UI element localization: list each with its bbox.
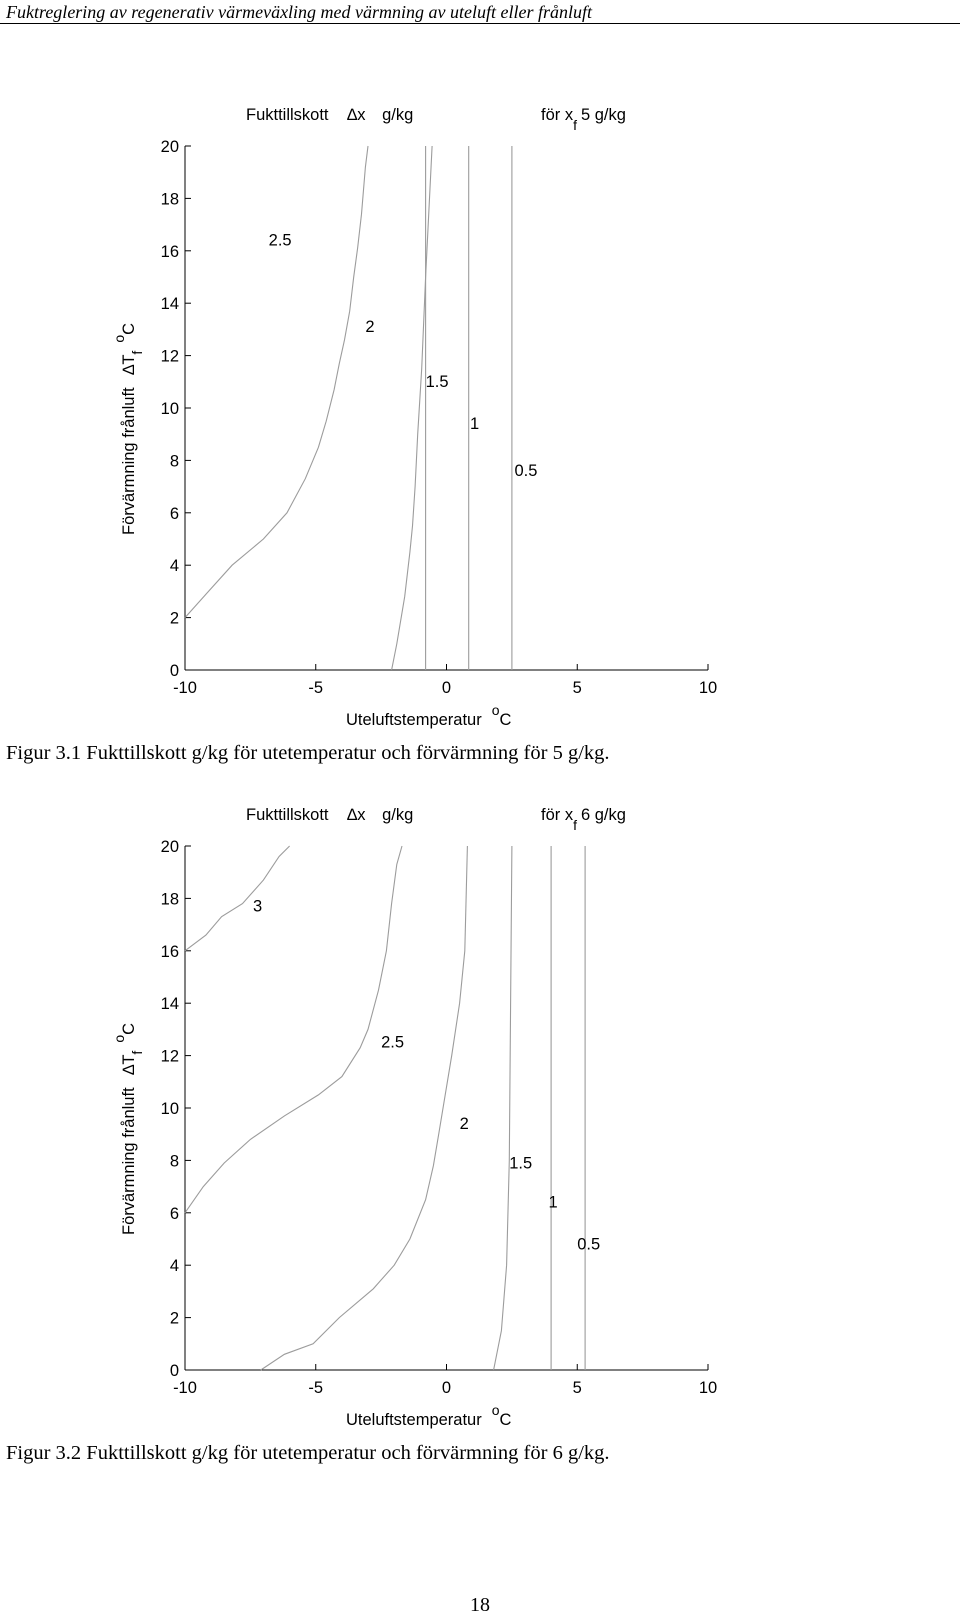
x-tick-label: -5 xyxy=(308,1379,324,1397)
y-tick-label: 0 xyxy=(169,662,179,680)
x-tick-label: 0 xyxy=(441,679,452,697)
curve-label-group xyxy=(269,232,538,481)
chart-title-right: för $x_f5$ g/kg xyxy=(541,106,626,133)
y-axis-label: Förvärmning frånluft $\Delta T_f^oC$ xyxy=(111,322,145,535)
figure-3-1 xyxy=(0,95,960,855)
y-tick-label: 20 xyxy=(160,138,179,156)
y-tick-label: 4 xyxy=(169,1257,179,1276)
y-tick-label: 6 xyxy=(169,504,179,523)
contour-label: 1.5 xyxy=(509,1154,533,1173)
contour-line-3 xyxy=(185,846,290,951)
y-tick-label: 4 xyxy=(169,557,179,576)
y-tick-label: 14 xyxy=(160,295,179,314)
contour-line-2-5 xyxy=(185,146,368,618)
running-header: Fuktreglering av regenerativ värmeväxling med värmning av uteluft eller frånluft xyxy=(6,2,593,22)
contour-label: 1 xyxy=(548,1193,558,1212)
x-tick-label: 10 xyxy=(698,679,718,697)
figure-3-2 xyxy=(0,795,960,1555)
y-tick-label: 0 xyxy=(169,1362,179,1380)
figure-caption: Figur 3.1 Fukttillskott g/kg för utetemperatur och förvärmning för 5 g/kg. xyxy=(6,742,610,764)
contour-label: 1 xyxy=(470,414,480,433)
y-axis-label: Förvärmning frånluft $\Delta T_f^oC$ xyxy=(111,1022,145,1235)
y-tick-label: 8 xyxy=(169,452,179,471)
curve-group xyxy=(185,846,585,1370)
y-tick-label: 10 xyxy=(160,400,179,418)
y-tick-label: 12 xyxy=(160,1047,179,1066)
chart-3-1 xyxy=(0,95,960,855)
x-tick-label: 10 xyxy=(698,1379,718,1397)
page-number: 18 xyxy=(470,1594,490,1616)
x-axis-label: Uteluftstemperatur$^o$C xyxy=(346,1402,512,1429)
x-tick-label: -10 xyxy=(173,679,197,697)
y-tick-label: 6 xyxy=(169,1204,179,1223)
y-tick-label: 18 xyxy=(160,890,179,909)
contour-label: 2 xyxy=(365,318,375,337)
curve-group xyxy=(185,146,512,670)
contour-label: 2 xyxy=(459,1114,469,1133)
y-tick-label: 12 xyxy=(160,347,179,366)
tick-group xyxy=(161,838,718,1397)
contour-label: 1.5 xyxy=(425,373,449,392)
contour-label: 2.5 xyxy=(268,231,292,250)
x-axis-label: Uteluftstemperatur$^o$C xyxy=(346,702,512,729)
contour-line-2-5 xyxy=(185,846,405,1213)
y-tick-label: 2 xyxy=(169,1309,179,1328)
y-tick-label: 16 xyxy=(160,242,179,261)
x-tick-label: 5 xyxy=(572,1379,582,1397)
contour-line-2 xyxy=(261,846,468,1370)
figure-caption: Figur 3.2 Fukttillskott g/kg för utetemperatur och förvärmning för 6 g/kg. xyxy=(6,1442,610,1464)
chart-title-right: för $x_f6$ g/kg xyxy=(541,806,626,833)
contour-label: 2.5 xyxy=(381,1033,405,1052)
contour-label: 3 xyxy=(252,897,263,916)
chart-3-2 xyxy=(0,795,960,1555)
x-tick-label: -10 xyxy=(173,1379,197,1397)
x-tick-label: -5 xyxy=(308,679,324,697)
y-tick-label: 10 xyxy=(160,1100,179,1118)
chart-title-left: Fukttillskott ∆x g/kg xyxy=(246,806,414,824)
contour-label: 0.5 xyxy=(577,1235,601,1254)
x-tick-label: 5 xyxy=(572,679,582,697)
chart-title-left: Fukttillskott ∆x g/kg xyxy=(246,106,414,124)
y-tick-label: 14 xyxy=(160,995,179,1014)
y-tick-label: 8 xyxy=(169,1152,179,1171)
y-tick-label: 2 xyxy=(169,609,179,628)
y-tick-label: 20 xyxy=(160,838,179,856)
contour-line-1-5 xyxy=(494,846,512,1370)
y-tick-label: 16 xyxy=(160,942,179,961)
curve-label-group xyxy=(253,898,600,1254)
y-tick-label: 18 xyxy=(160,190,179,209)
x-tick-label: 0 xyxy=(441,1379,452,1397)
tick-group xyxy=(161,138,718,697)
header-rule xyxy=(0,23,960,24)
contour-label: 0.5 xyxy=(514,462,538,481)
